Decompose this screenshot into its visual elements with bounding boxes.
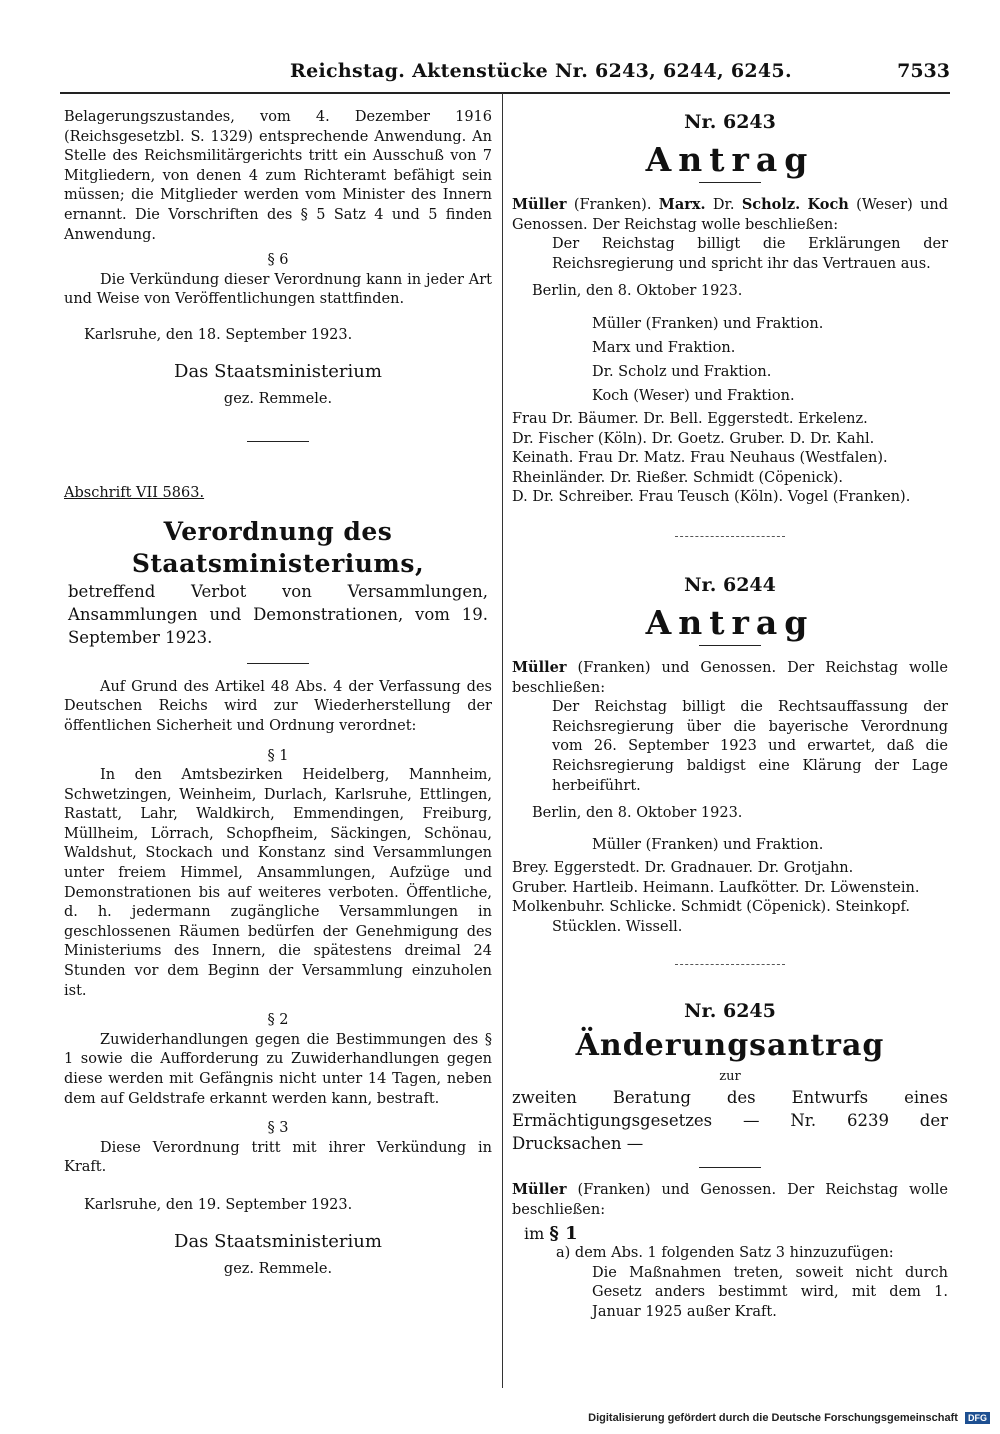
ordinance-title: Verordnung des Staatsministeriums, <box>131 516 425 578</box>
mover-scholz: Scholz. <box>741 196 801 213</box>
mover-mueller: Müller <box>512 196 567 213</box>
doc-6243-mover-tail: (Weser) und Genossen. Der Reichstag wolle beschließen: <box>512 197 949 233</box>
doc-6243-sig-2: Marx und Fraktion. <box>592 339 736 356</box>
doc-6245-number: Nr. 6245 <box>684 999 776 1022</box>
doc-6243-date: Berlin, den 8. Oktober 1923. <box>532 283 743 300</box>
doc-6243-motion: Der Reichstag billigt die Erklärungen der Reichsregierung und spricht ihr das Vertrauen aus. <box>552 236 948 272</box>
doc-6244-motion: Der Reichstag billigt die Rechtsauffassung der Reichsregierung über die bayerische Verordnung vom 26. September 1923 und erwartet, daß die Reichsregierung baldigst eine Klärung der Lage herbeiführt. <box>552 699 948 794</box>
paragraph-intro: Belagerungszustandes, vom 4. Dezember 1916 (Reichsgesetzbl. S. 1329) entsprechende Anwendung. An Stelle des Reichsmilitärgerichts tritt ein Ausschuß von 7 Mitgliedern, von denen 4 zum Richteramt befähigt sein müssen; die Mitglieder werden vom Minister des Innern ernannt. Die Vorschriften des § 5 Satz 4 und 5 finden Anwendung. <box>64 109 492 243</box>
doc-6244-names-2: Gruber. Hartleib. Heimann. Laufkötter. Dr. Löwenstein. <box>512 879 920 896</box>
doc-6243-sig-4: Koch (Weser) und Fraktion. <box>592 387 795 404</box>
running-head-title: Reichstag. Aktenstücke Nr. 6243, 6244, 6245. <box>290 60 792 82</box>
doc-6244-mover: Müller <box>512 658 567 676</box>
mover-koch: Koch <box>807 196 849 213</box>
abschrift-ref: Abschrift VII 5863. <box>64 485 205 502</box>
doc-6244-title: Antrag <box>645 602 815 642</box>
doc-6243-cosigners <box>512 410 948 508</box>
doc-6243-names-5: D. Dr. Schreiber. Frau Teusch (Köln). Vogel (Franken). <box>512 489 911 506</box>
mover-mueller-note: (Franken). <box>573 197 652 213</box>
doc-6243-title: Antrag <box>645 140 815 179</box>
left-column <box>64 108 492 1279</box>
section-2-text: Zuwiderhandlungen gegen die Bestimmungen des § 1 sowie die Aufforderung zu Zuwiderhandlungen gegen diese werden mit Gefängnis nicht unter 14 Tagen, neben dem auf Geldstrafe erkannt werden kann, bestraft. <box>64 1031 492 1107</box>
ordinance-preamble: Auf Grund des Artikel 48 Abs. 4 der Verfassung des Deutschen Reichs wird zur Wiederherstellung der öffentlichen Sicherheit und Ordnung verordnet: <box>64 678 492 734</box>
place-date-1: Karlsruhe, den 18. September 1923. <box>84 326 353 343</box>
doc-6243-names-2: Dr. Fischer (Köln). Dr. Goetz. Gruber. D. Dr. Kahl. <box>512 430 875 447</box>
right-column <box>512 108 948 1322</box>
doc-6243-movers <box>512 195 948 235</box>
section-6-text: Die Verkündung dieser Verordnung kann in jeder Art und Weise von Veröffentlichungen stattfinden. <box>64 271 492 308</box>
doc-6243-names-4: Rheinländer. Dr. Rießer. Schmidt (Cöpenick). <box>512 469 843 486</box>
doc-6245-para: § 1 <box>549 1223 578 1245</box>
ministry-2: Das Staatsministerium <box>174 1230 382 1252</box>
section-1-text: In den Amtsbezirken Heidelberg, Mannheim, Schwetzingen, Weinheim, Durlach, Karlsruhe, Ettlingen, Rastatt, Lahr, Waldkirch, Emmendingen, Freiburg, Müllheim, Lörrach, Schopfheim, Säckingen, Schönau, Waldshut, Stockach und Konstanz sind Versammlungen unter freiem Himmel, Ansammlungen, Aufzüge und Demonstrationen bis auf weiteres verboten. Öffentliche, d. h. jedermann zugängliche Versammlungen in geschlossenen Räumen bedürfen der Genehmigung des Ministeriums des Innern, die spätestens dreimal 24 Stunden vor dem Beginn der Versammlung einzuholen ist. <box>64 767 492 999</box>
doc-6245-target <box>512 1224 948 1244</box>
doc-6244-names-1: Brey. Eggerstedt. Dr. Gradnauer. Dr. Grotjahn. <box>512 860 854 877</box>
doc-6245-zur: zur <box>719 1068 741 1084</box>
doc-6244-names-4: Stücklen. Wissell. <box>552 919 683 936</box>
section-1-heading: § 1 <box>267 747 289 764</box>
doc-6245-title: Änderungsantrag <box>575 1027 885 1063</box>
page-number: 7533 <box>897 60 950 82</box>
place-date-2: Karlsruhe, den 19. September 1923. <box>84 1196 353 1213</box>
doc-6243-names-3: Keinath. Frau Dr. Matz. Frau Neuhaus (Westfalen). <box>512 450 888 467</box>
doc-6244-names-3: Molkenbuhr. Schlicke. Schmidt (Cöpenick). Steinkopf. <box>512 899 910 916</box>
title-rule <box>247 663 309 664</box>
running-head <box>60 58 950 94</box>
doc-6245-movers <box>512 1180 948 1220</box>
doc-6244-rule <box>699 645 761 646</box>
section-3-text: Diese Verordnung tritt mit ihrer Verkündung in Kraft. <box>64 1139 492 1176</box>
doc-6245-im: im <box>524 1224 545 1244</box>
column-divider <box>502 93 503 1388</box>
ordinance-subtitle: betreffend Verbot von Versammlungen, Ansammlungen und Demonstrationen, vom 19. September 1923. <box>68 581 488 647</box>
doc-6244-mover-tail: (Franken) und Genossen. Der Reichstag wolle beschließen: <box>512 659 948 696</box>
doc-6243-names-1: Frau Dr. Bäumer. Dr. Bell. Eggerstedt. Erkelenz. <box>512 410 868 427</box>
doc-6243-sig-1: Müller (Franken) und Fraktion. <box>592 315 824 332</box>
doc-6243-sig-3: Dr. Scholz und Fraktion. <box>592 363 772 380</box>
ministry-1: Das Staatsministerium <box>174 360 382 382</box>
doc-6244-cosigners <box>512 859 948 937</box>
section-6-heading: § 6 <box>267 252 289 269</box>
doc-6245-item-a-text: Die Maßnahmen treten, soweit nicht durch Gesetz anders bestimmt wird, mit dem 1. Januar 1925 außer Kraft. <box>592 1264 948 1320</box>
digitization-credit <box>588 1412 990 1424</box>
signature-1: gez. Remmele. <box>223 390 333 407</box>
section-3-heading: § 3 <box>267 1120 289 1137</box>
section-2-heading: § 2 <box>267 1012 289 1029</box>
doc-6245-mover: Müller <box>512 1181 567 1199</box>
separator-rule <box>247 441 309 442</box>
doc-6244-movers <box>512 658 948 698</box>
doc-6245-mover-tail: (Franken) und Genossen. Der Reichstag wolle beschließen: <box>512 1182 948 1218</box>
doc-6244-signature: Müller (Franken) und Fraktion. <box>592 836 824 853</box>
doc-6243-rule <box>699 182 761 183</box>
credit-text: Digitalisierung gefördert durch die Deutsche Forschungsgemeinschaft <box>588 1412 958 1424</box>
doc-6244-date: Berlin, den 8. Oktober 1923. <box>532 805 743 822</box>
signature-2: gez. Remmele. <box>223 1260 333 1277</box>
doc-6245-subtitle: zweiten Beratung des Entwurfs eines Ermächtigungsgesetzes — Nr. 6239 der Drucksachen — <box>512 1088 948 1154</box>
doc-6245-item-a: a) dem Abs. 1 folgenden Satz 3 hinzuzufügen: <box>556 1245 894 1262</box>
mover-scholz-title: Dr. <box>712 197 735 213</box>
doc-6243-number: Nr. 6243 <box>684 111 776 133</box>
doc-6245-rule <box>699 1167 761 1168</box>
doc-separator-2 <box>675 964 785 965</box>
doc-6243-signatures <box>512 312 948 408</box>
dfg-logo: DFG <box>965 1412 990 1424</box>
doc-6244-number: Nr. 6244 <box>684 573 776 596</box>
doc-separator-1 <box>675 536 785 537</box>
mover-marx: Marx. <box>658 196 706 213</box>
